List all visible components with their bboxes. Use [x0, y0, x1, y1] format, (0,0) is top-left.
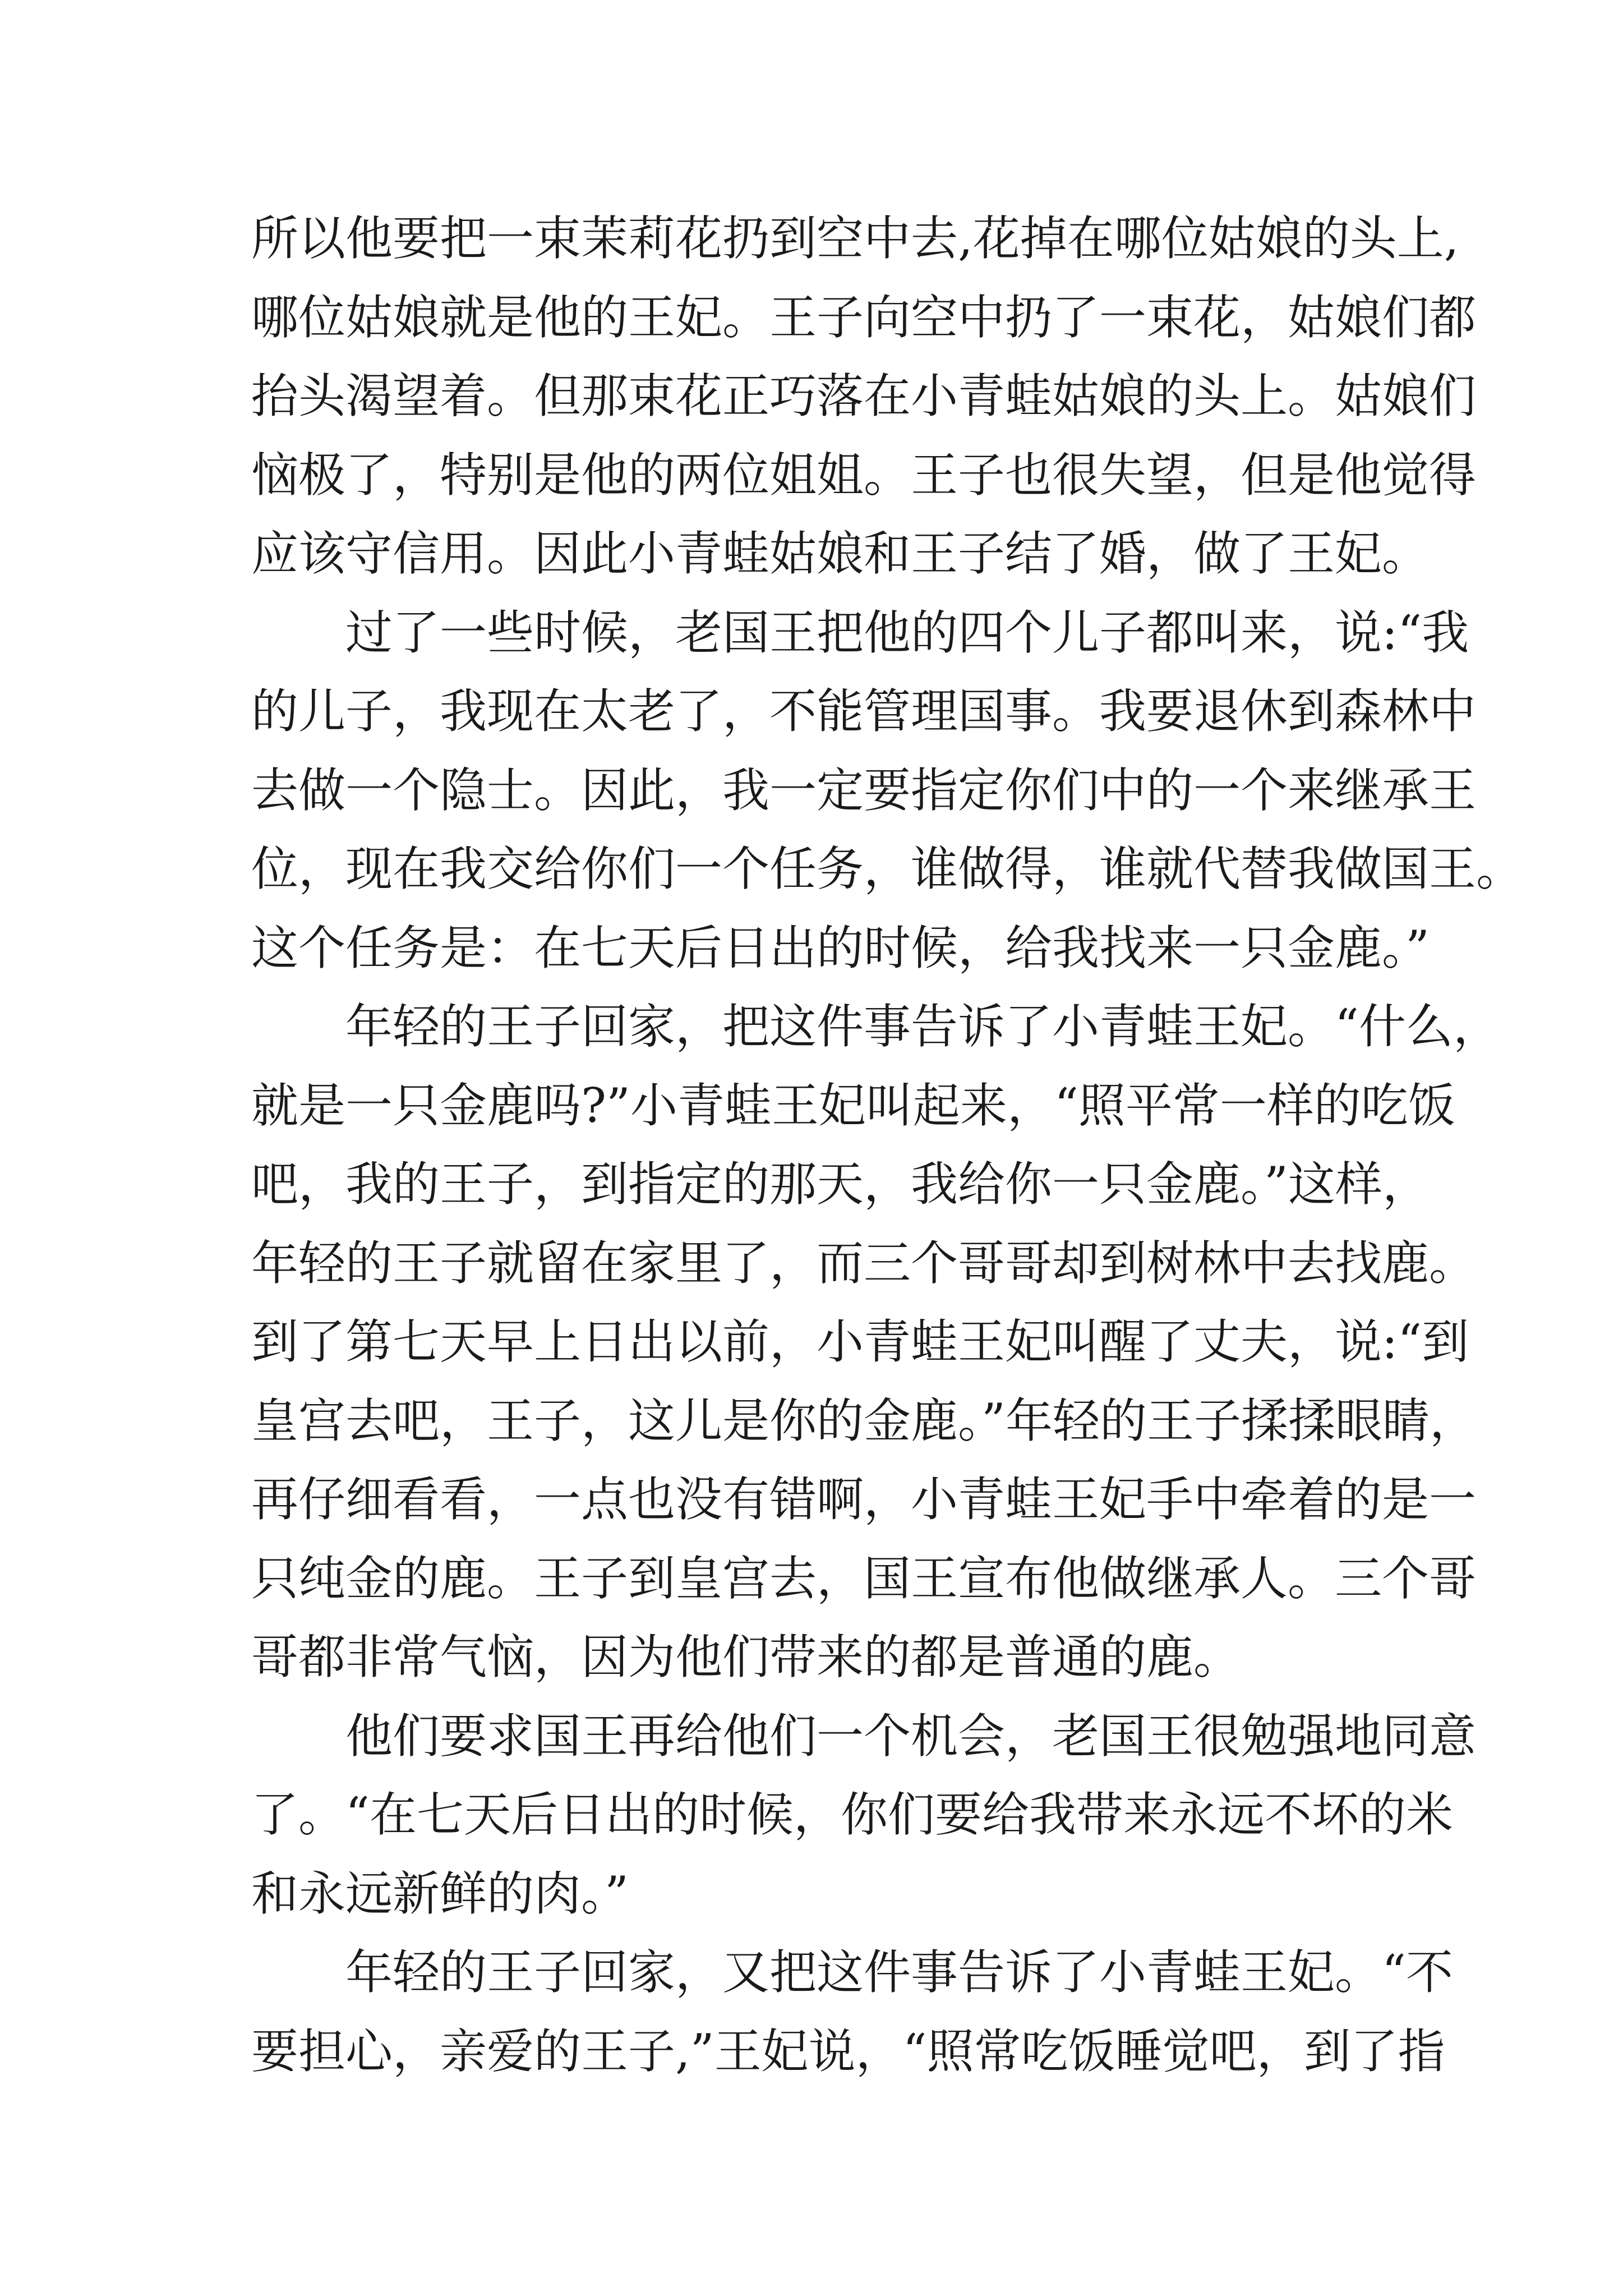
text-line: 就是一只金鹿吗?”小青蛙王妃叫起来，“照平常一样的吃饭 [251, 1078, 1455, 1133]
text-line: 应该守信用。因此小青蛙姑娘和王子结了婚，做了王妃。 [251, 526, 1430, 581]
text-line: 到了第七天早上日出以前，小青蛙王妃叫醒了丈夫，说:“到 [251, 1314, 1469, 1369]
text-line: 抬头渴望着。但那束花正巧落在小青蛙姑娘的头上。姑娘们 [251, 369, 1477, 424]
text-line: 的儿子，我现在太老了，不能管理国事。我要退休到森林中 [251, 684, 1477, 739]
paragraph-start-line: 年轻的王子回家，又把这件事告诉了小青蛙王妃。“不 [345, 1945, 1453, 2000]
text-line: 这个任务是：在七天后日出的时候，给我找来一只金鹿。” [251, 920, 1430, 976]
text-line: 只纯金的鹿。王子到皇宫去，国王宣布他做继承人。三个哥 [251, 1550, 1477, 1606]
text-line: 哥都非常气恼，因为他们带来的都是普通的鹿。 [251, 1630, 1241, 1685]
paragraph-start-line: 年轻的王子回家，把这件事告诉了小青蛙王妃。“什么， [345, 999, 1500, 1054]
text-line: 皇宫去吧，王子，这儿是你的金鹿。”年轻的王子揉揉眼睛， [251, 1393, 1477, 1448]
text-line: 哪位姑娘就是他的王妃。王子向空中扔了一束花，姑娘们都 [251, 289, 1477, 345]
text-line: 年轻的王子就留在家里了，而三个哥哥却到树林中去找鹿。 [251, 1235, 1477, 1291]
paragraph-start-line: 过了一些时候，老国王把他的四个儿子都叫来，说:“我 [345, 605, 1469, 660]
paragraph-start-line: 他们要求国王再给他们一个机会，老国王很勉强地同意 [345, 1708, 1477, 1764]
text-line: 恼极了，特别是他的两位姐姐。王子也很失望，但是他觉得 [251, 447, 1477, 503]
text-line: 吧，我的王子，到指定的那天，我给你一只金鹿。”这样， [251, 1157, 1430, 1212]
text-line: 要担心，亲爱的王子,”王妃说，“照常吃饭睡觉吧，到了指 [251, 2023, 1445, 2079]
text-line: 了。“在七天后日出的时候，你们要给我带来永远不坏的米 [251, 1787, 1453, 1842]
text-line: 去做一个隐士。因此，我一定要指定你们中的一个来继承王 [251, 762, 1477, 818]
text-line: 再仔细看看，一点也没有错啊，小青蛙王妃手中牵着的是一 [251, 1472, 1477, 1527]
text-line: 和永远新鲜的肉。” [251, 1866, 629, 1921]
text-line: 所以他要把一束茉莉花扔到空中去,花掉在哪位姑娘的头上, [251, 211, 1459, 266]
text-line: 位，现在我交给你们一个任务，谁做得，谁就代替我做国王。 [251, 841, 1524, 896]
story-text [251, 199, 1524, 2091]
